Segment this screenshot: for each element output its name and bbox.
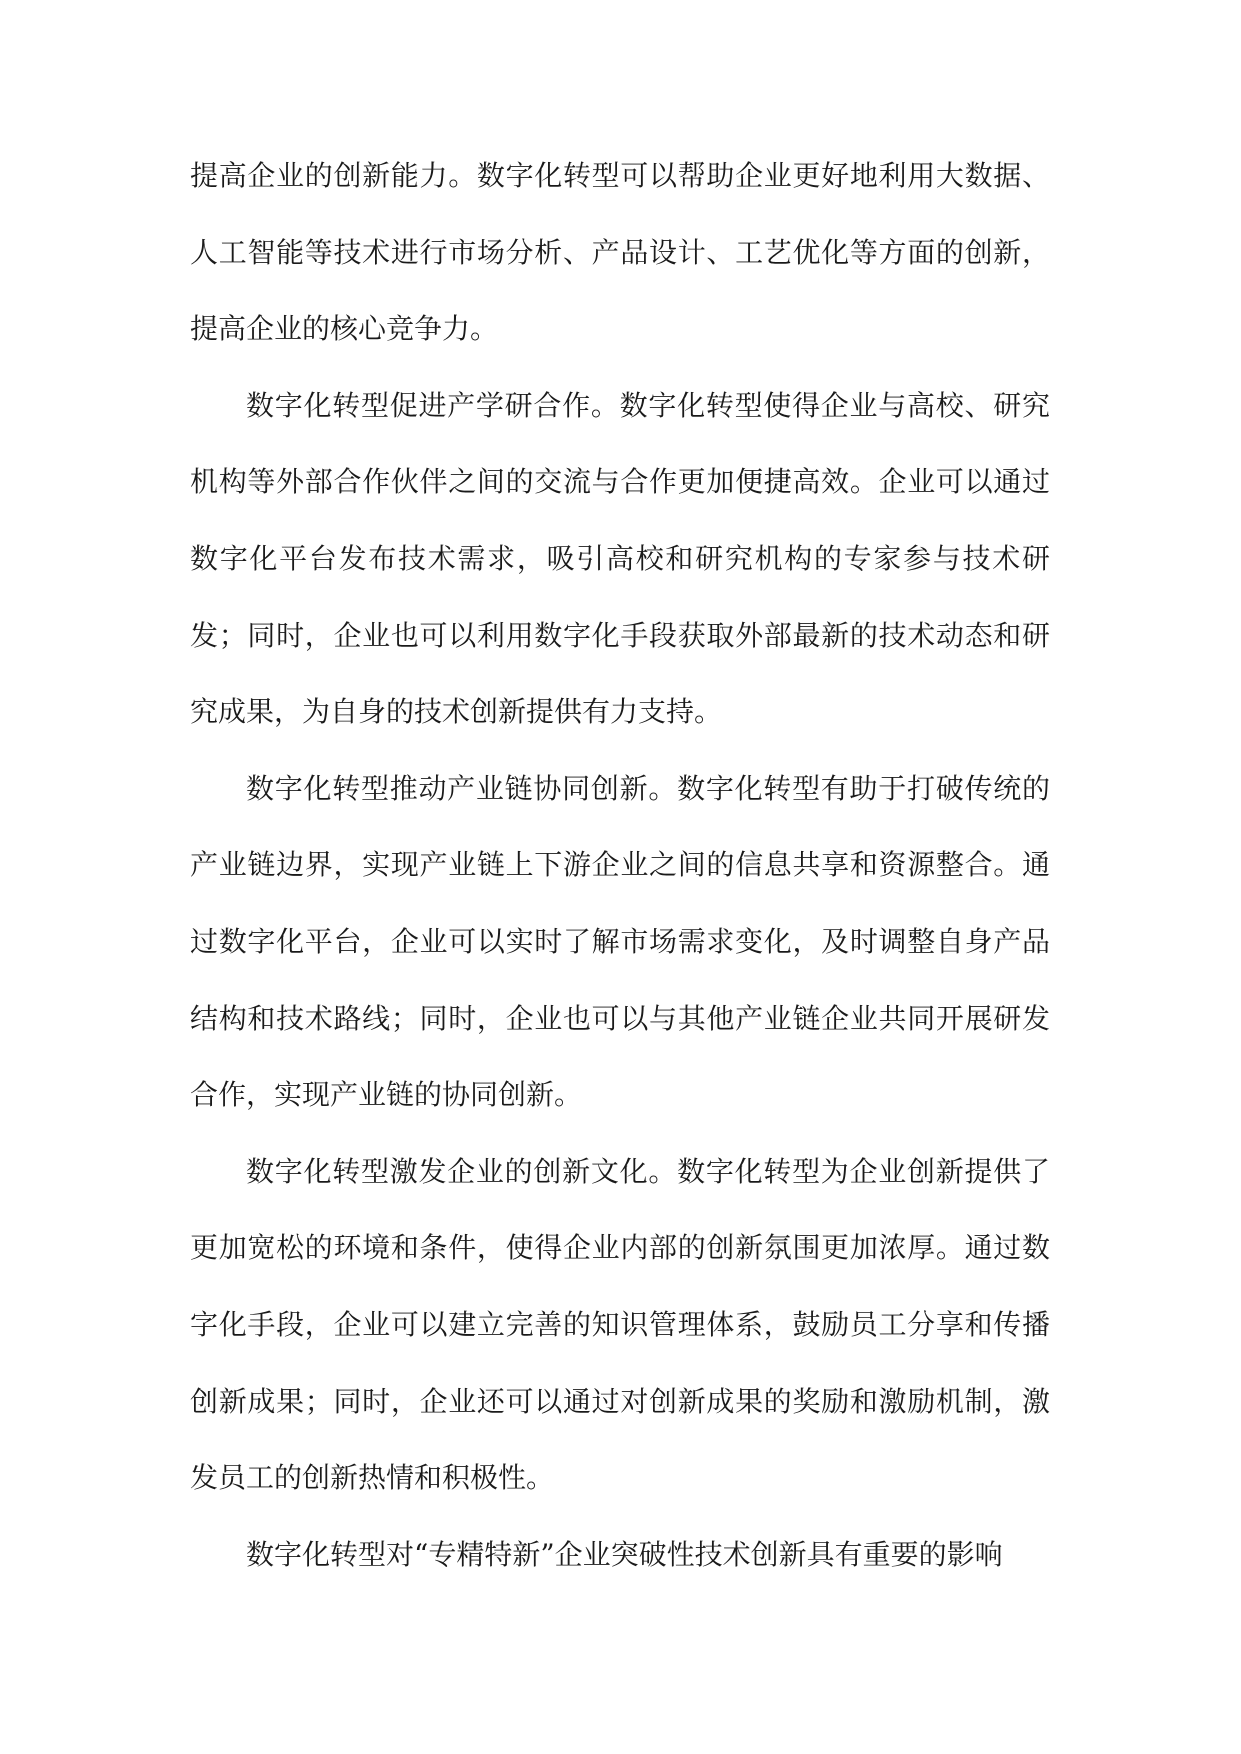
paragraph-1: 提高企业的创新能力。数字化转型可以帮助企业更好地利用大数据、人工智能等技术进行市场分析、产品设计、工艺优化等方面的创新，提高企业的核心竞争力。 [190,159,1050,346]
paragraph-5: 数字化转型对“专精特新”企业突破性技术创新具有重要的影响 [246,1537,1003,1571]
paragraph-2: 数字化转型促进产学研合作。数字化转型使得企业与高校、研究机构等外部合作伙伴之间的交流与合作更加便捷高效。企业可以通过数字化平台发布技术需求，吸引高校和研究机构的专家参与技术研发；同时，企业也可以利用数字化手段获取外部最新的技术动态和研究成果，为自身的技术创新提供有力支持。 [190,388,1050,729]
paragraph-4: 数字化转型激发企业的创新文化。数字化转型为企业创新提供了更加宽松的环境和条件，使得企业内部的创新氛围更加浓厚。通过数字化手段，企业可以建立完善的知识管理体系，鼓励员工分享和传播创新成果；同时，企业还可以通过对创新成果的奖励和激励机制，激发员工的创新热情和积极性。 [190,1154,1050,1495]
document-body [190,138,1050,1593]
paragraph-3: 数字化转型推动产业链协同创新。数字化转型有助于打破传统的产业链边界，实现产业链上下游企业之间的信息共享和资源整合。通过数字化平台，企业可以实时了解市场需求变化，及时调整自身产品结构和技术路线；同时，企业也可以与其他产业链企业共同开展研发合作，实现产业链的协同创新。 [190,771,1050,1112]
